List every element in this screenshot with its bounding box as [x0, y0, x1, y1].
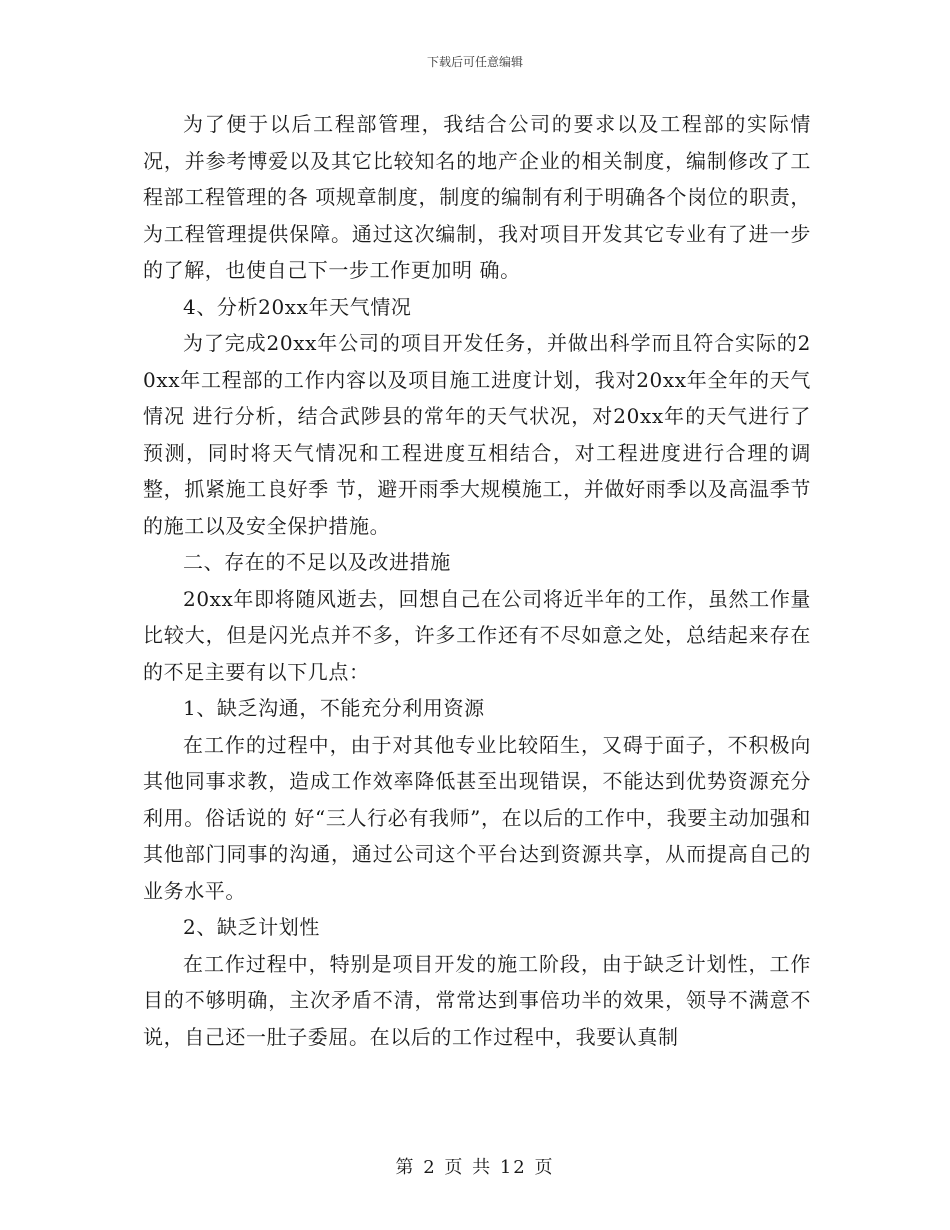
- section-heading-weather: 4、分析20xx年天气情况: [183, 294, 412, 319]
- paragraph-weather: 为了完成20xx年公司的项目开发任务，并做出科学而且符合实际的20xx年工程部的工作内容以及项目施工进度计划，我对20xx年全年的天气情况 进行分析，结合武陟县的常年的天气状况，对20xx年的天气进行了预测，同时将天气情况和工程进度互相结合，对工程进度进行合理的调整，抓紧施工良好季 节，避开雨季大规模施工，并做好雨季以及高温季节的施工以及安全保护措施。: [143, 331, 811, 538]
- section-heading-planning: 2、缺乏计划性: [183, 915, 320, 939]
- paragraph-regulations: 为了便于以后工程部管理，我结合公司的要求以及工程部的实际情况，并参考博爱以及其它比较知名的地产企业的相关制度，编制修改了工程部工程管理的各 项规章制度，制度的编制有利于明确各个岗位的职责，为工程管理提供保障。通过这次编制，我对项目开发其它专业有了进一步的了解，也使自己下一步工作更加明 确。: [143, 112, 811, 282]
- header-note: 下载后可任意编辑: [426, 55, 523, 69]
- document-body: [143, 106, 811, 1055]
- section-heading-shortcomings: 二、存在的不足以及改进措施: [183, 550, 451, 574]
- section-heading-communication: 1、缺乏沟通，不能充分利用资源: [183, 696, 485, 720]
- paragraph-communication: 在工作的过程中，由于对其他专业比较陌生，又碍于面子，不积极向其他同事求教，造成工作效率降低甚至出现错误，不能达到优势资源充分利用。俗话说的 好“三人行必有我师”，在以后的工作中，我要主动加强和其他部门同事的沟通，通过公司这个平台达到资源共享，从而提高自己的业务水平。: [143, 732, 811, 903]
- paragraph-shortcomings-intro: 20xx年即将随风逝去，回想自己在公司将近半年的工作，虽然工作量比较大，但是闪光点并不多，许多工作还有不尽如意之处，总结起来存在的不足主要有以下几点：: [143, 586, 811, 684]
- page-number: 第 2 页 共 12 页: [395, 1157, 555, 1178]
- paragraph-planning: 在工作过程中，特别是项目开发的施工阶段，由于缺乏计划性，工作目的不够明确，主次矛盾不清，常常达到事倍功半的效果，领导不满意不说，自己还一肚子委屈。在以后的工作过程中，我要认真制: [143, 951, 811, 1049]
